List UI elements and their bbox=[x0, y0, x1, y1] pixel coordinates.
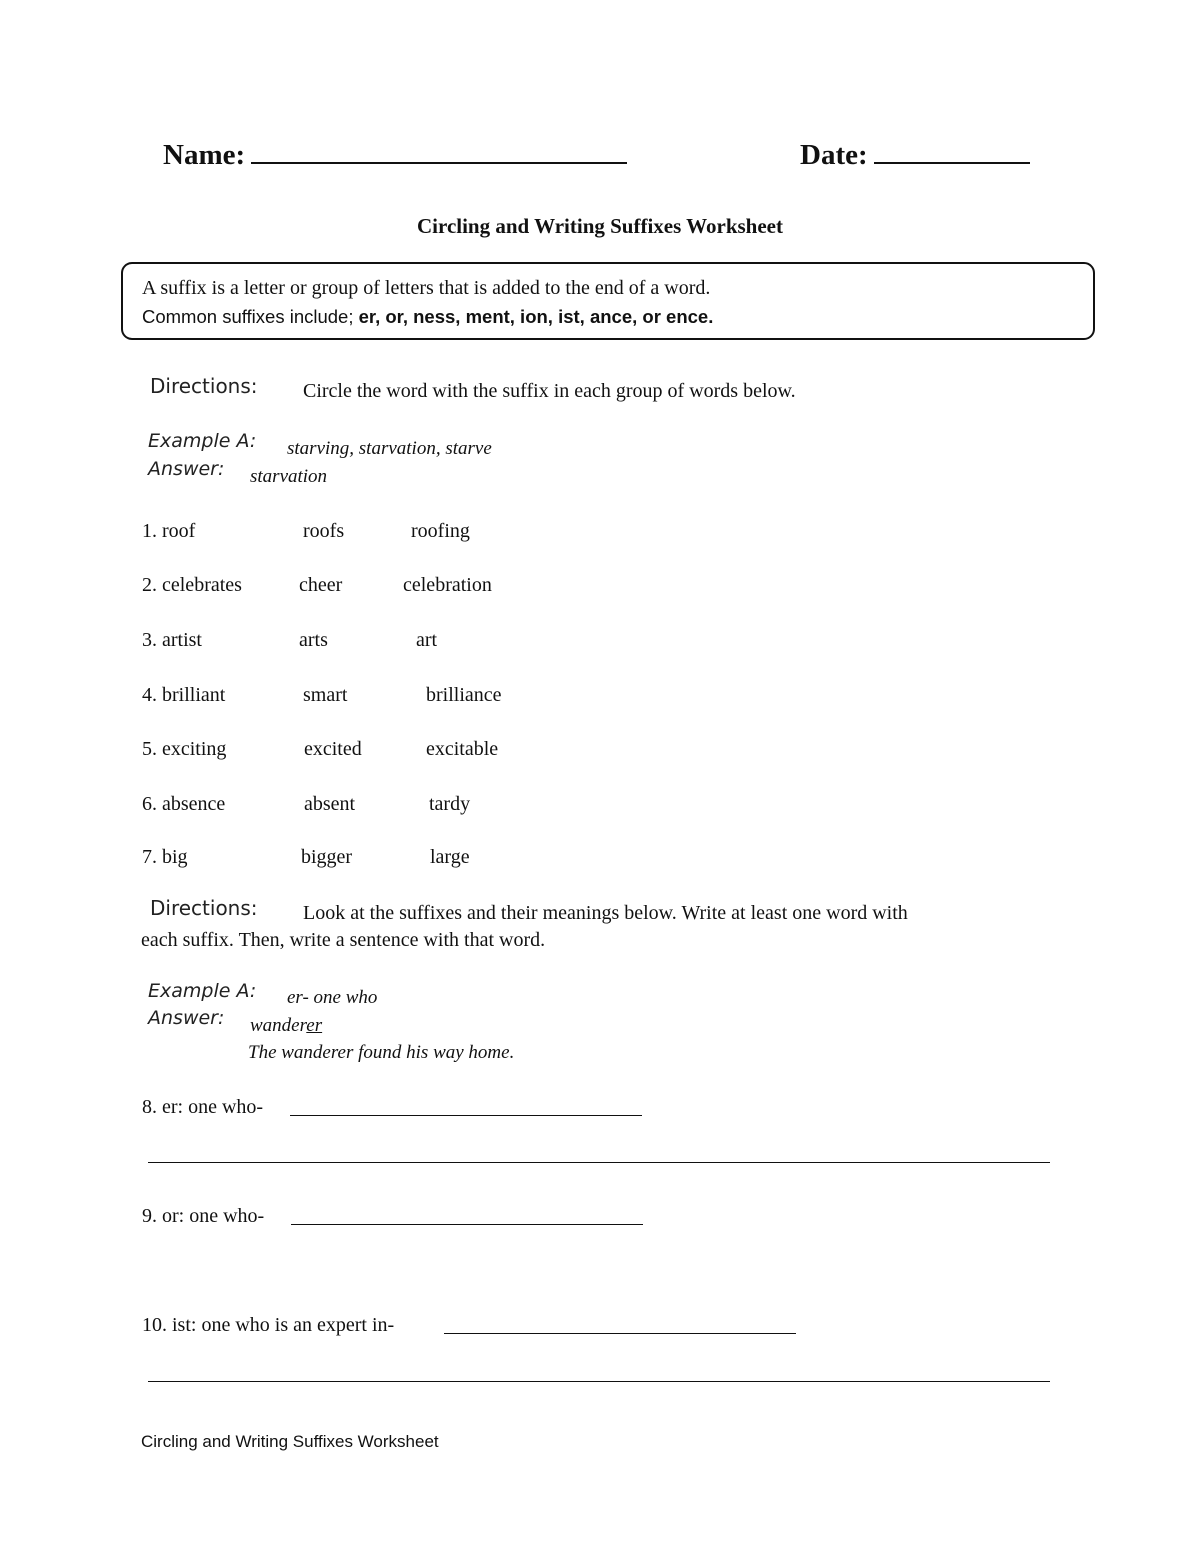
question-10-word-blank[interactable] bbox=[444, 1333, 796, 1334]
question-10 bbox=[142, 1314, 394, 1337]
word-row-3-col2[interactable]: arts bbox=[299, 629, 328, 651]
word-row-2-col2[interactable]: cheer bbox=[299, 574, 343, 596]
example-text-2: er- one who bbox=[287, 987, 378, 1008]
word-row-3-col1[interactable]: 3. artist bbox=[142, 629, 202, 651]
name-blank[interactable] bbox=[251, 161, 627, 164]
answer-word-suffix: er bbox=[306, 1015, 323, 1036]
directions-text-1: Circle the word with the suffix in each group of words below. bbox=[303, 380, 796, 402]
question-9-word-blank[interactable] bbox=[291, 1224, 643, 1225]
directions-label-1: Directions: bbox=[150, 374, 258, 398]
info-line-2-prefix: Common suffixes include; bbox=[142, 306, 354, 327]
directions-text-2-line2: each suffix. Then, write a sentence with that word. bbox=[141, 929, 546, 951]
date-blank[interactable] bbox=[874, 161, 1030, 164]
word-row-5-col1[interactable]: 5. exciting bbox=[142, 738, 227, 760]
date-label: Date: bbox=[800, 139, 868, 171]
page-title: Circling and Writing Suffixes Worksheet bbox=[417, 214, 783, 238]
word-row-4-col2[interactable]: smart bbox=[303, 684, 348, 706]
word-row-4-col3[interactable]: brilliance bbox=[426, 684, 502, 706]
name-field bbox=[163, 139, 627, 172]
info-box bbox=[121, 262, 1095, 340]
directions-text-2-line1: Look at the suffixes and their meanings below. Write at least one word with bbox=[303, 902, 908, 924]
directions-label-2: Directions: bbox=[150, 896, 258, 920]
word-row-5-col3[interactable]: excitable bbox=[426, 738, 499, 760]
word-row-6-col1[interactable]: 6. absence bbox=[142, 793, 226, 815]
example-text-1: starving, starvation, starve bbox=[287, 438, 492, 459]
word-row-2-col1[interactable]: 2. celebrates bbox=[142, 574, 242, 596]
question-8-sentence-line[interactable] bbox=[148, 1162, 1050, 1163]
example-label-2: Example A: bbox=[148, 980, 257, 1002]
word-row-6-col3[interactable]: tardy bbox=[429, 793, 471, 815]
word-row-1-col3[interactable]: roofing bbox=[411, 520, 470, 542]
answer-text-1: starvation bbox=[250, 466, 328, 487]
word-row-7-col3[interactable]: large bbox=[430, 846, 470, 868]
answer-label-2: Answer: bbox=[148, 1007, 225, 1029]
info-line-1: A suffix is a letter or group of letters that is added to the end of a word. bbox=[142, 277, 711, 299]
info-line-2 bbox=[142, 306, 713, 328]
question-10-text: 10. ist: one who is an expert in- bbox=[142, 1314, 395, 1336]
question-8 bbox=[142, 1096, 263, 1119]
answer-word-2 bbox=[250, 1015, 322, 1037]
answer-sentence-2: The wanderer found his way home. bbox=[248, 1042, 515, 1063]
question-8-text: 8. er: one who- bbox=[142, 1096, 264, 1118]
answer-word-base: wander bbox=[250, 1015, 307, 1036]
info-line-2-suffixes: er, or, ness, ment, ion, ist, ance, or ence. bbox=[353, 306, 714, 327]
question-9-text: 9. or: one who- bbox=[142, 1205, 265, 1227]
name-label: Name: bbox=[163, 139, 246, 171]
example-label-1: Example A: bbox=[148, 430, 257, 452]
question-10-sentence-line[interactable] bbox=[148, 1381, 1050, 1382]
word-row-3-col3[interactable]: art bbox=[416, 629, 438, 651]
word-row-6-col2[interactable]: absent bbox=[304, 793, 356, 815]
word-row-5-col2[interactable]: excited bbox=[304, 738, 362, 760]
word-row-1-col1[interactable]: 1. roof bbox=[142, 520, 196, 542]
answer-label-1: Answer: bbox=[148, 458, 225, 480]
date-field bbox=[800, 139, 1030, 172]
question-9 bbox=[142, 1205, 264, 1228]
word-row-7-col2[interactable]: bigger bbox=[301, 846, 353, 868]
page-footer: Circling and Writing Suffixes Worksheet bbox=[141, 1432, 439, 1451]
word-row-4-col1[interactable]: 4. brilliant bbox=[142, 684, 226, 706]
word-row-7-col1[interactable]: 7. big bbox=[142, 846, 188, 868]
question-8-word-blank[interactable] bbox=[290, 1115, 642, 1116]
word-row-1-col2[interactable]: roofs bbox=[303, 520, 345, 542]
word-row-2-col3[interactable]: celebration bbox=[403, 574, 492, 596]
